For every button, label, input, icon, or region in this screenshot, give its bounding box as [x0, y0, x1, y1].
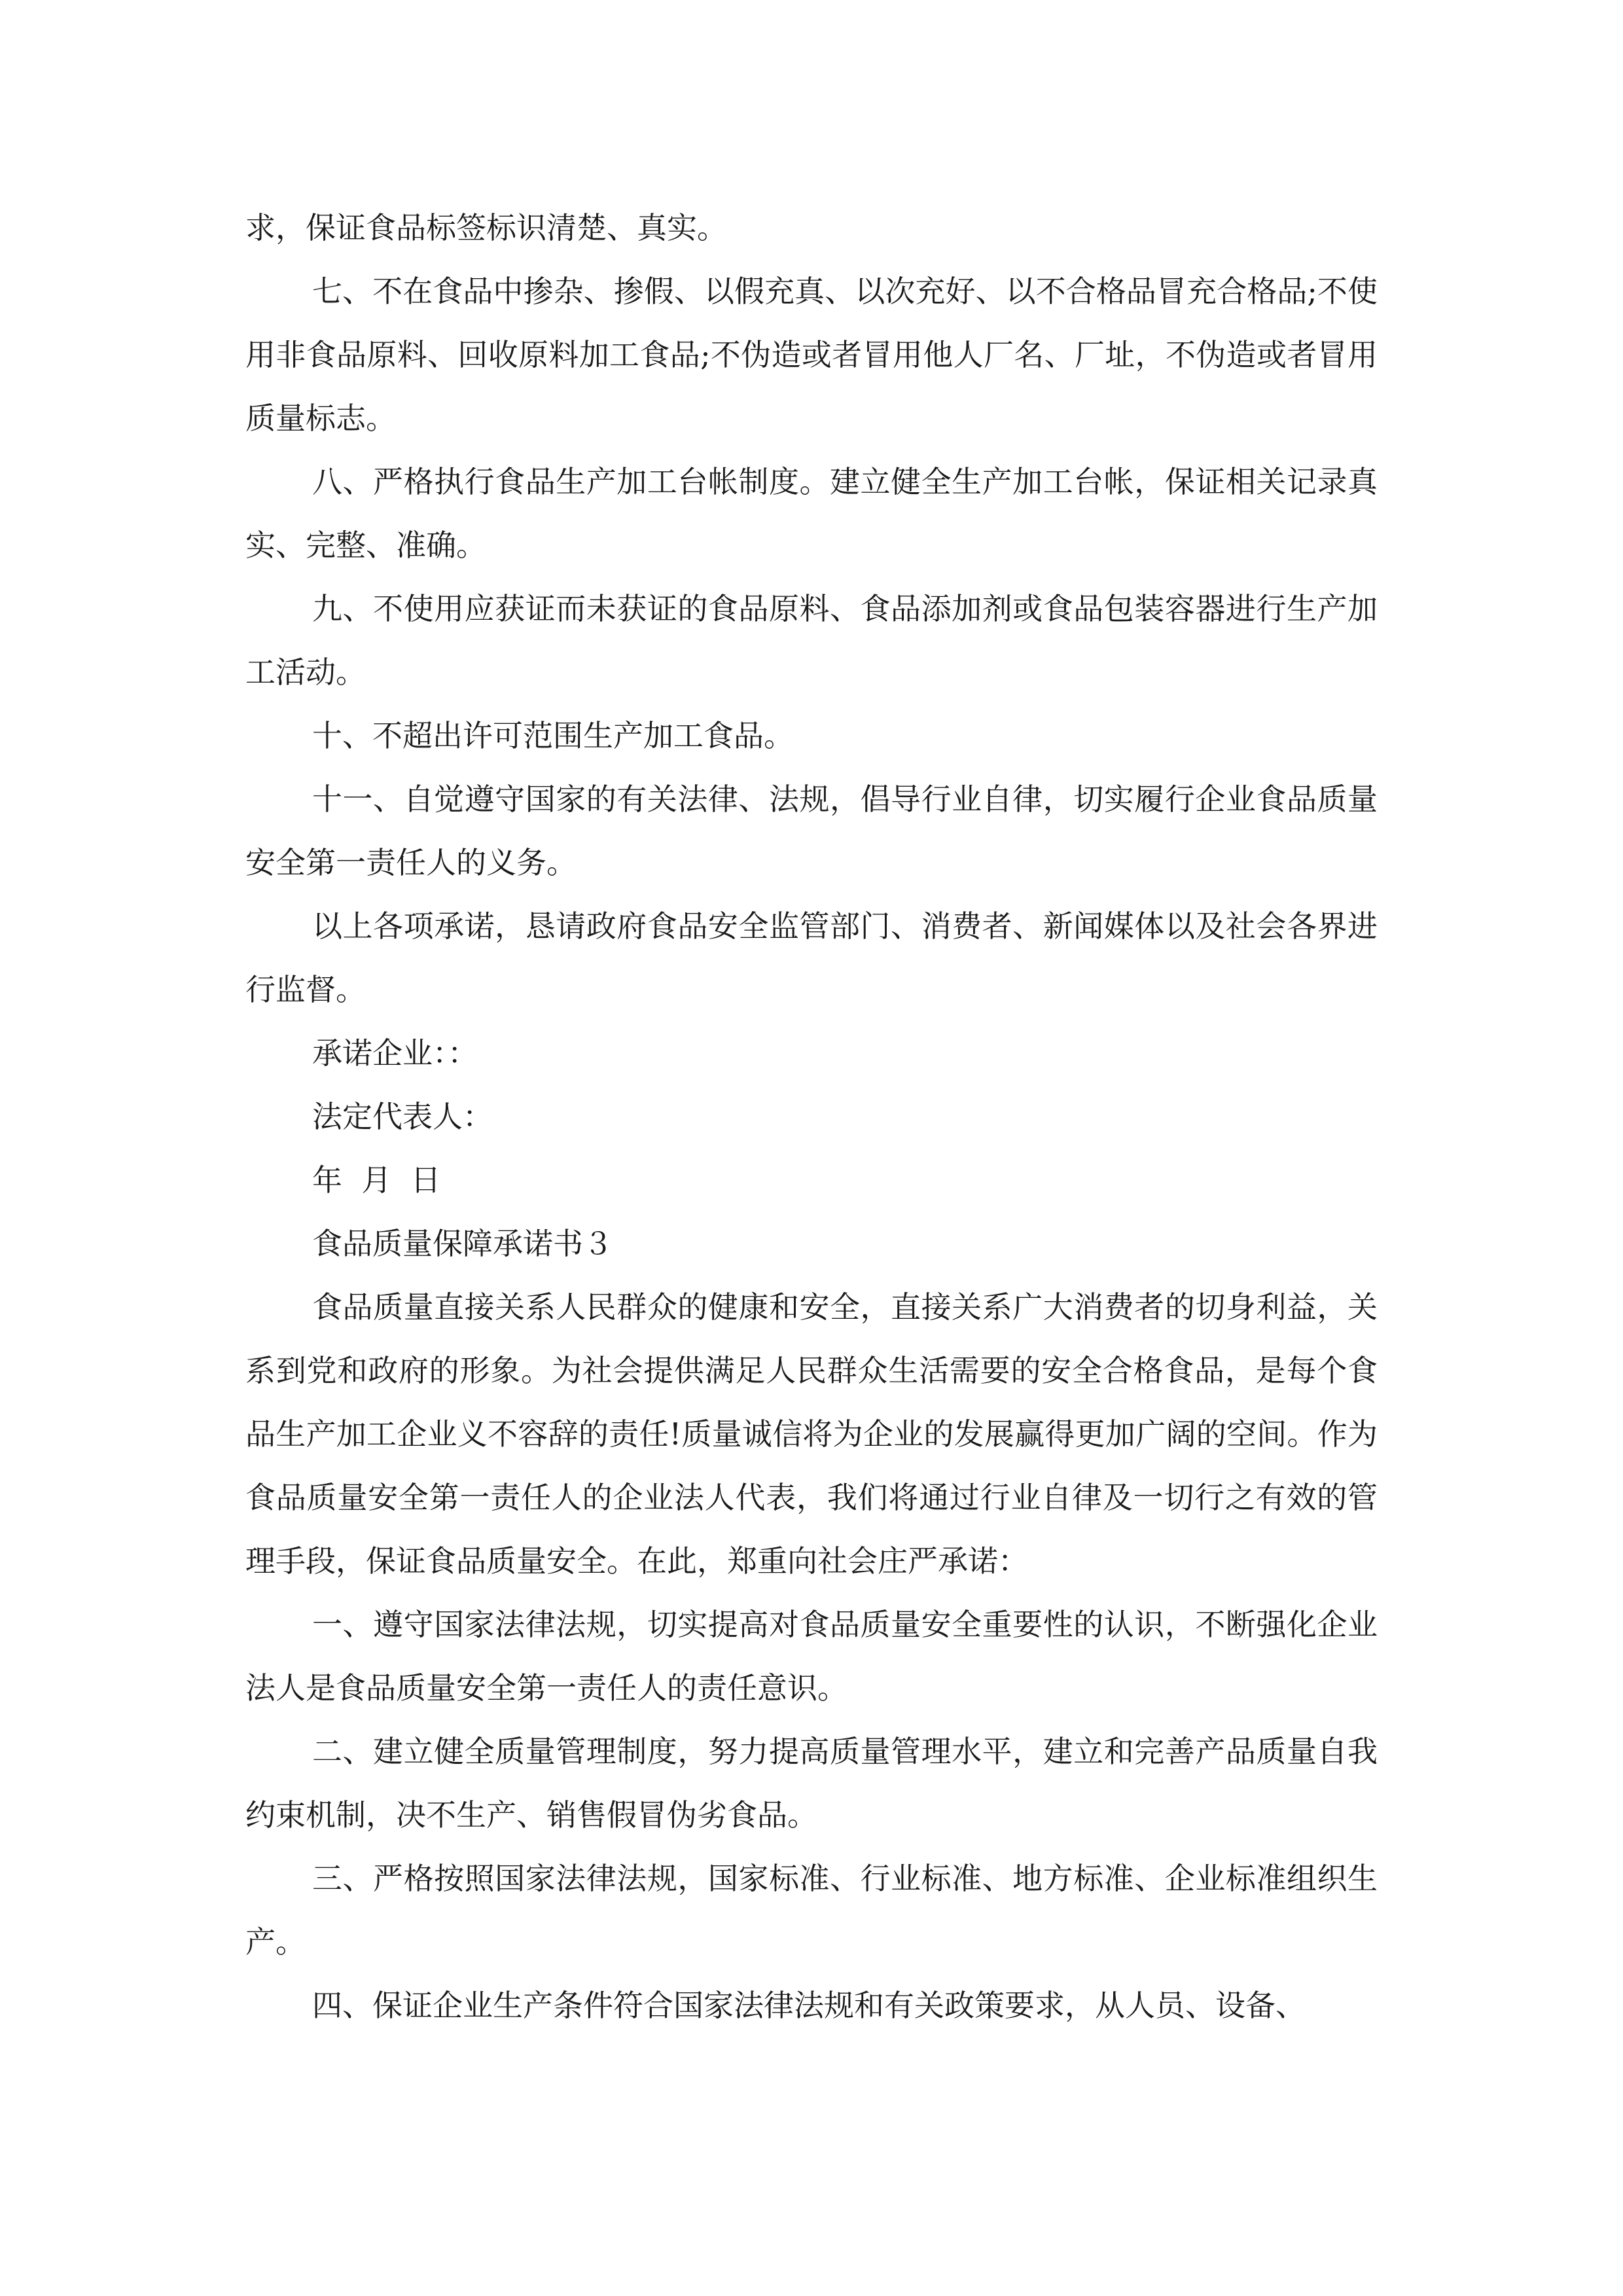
- signature-date: 年 月 日: [312, 1162, 441, 1198]
- paragraph-item-3: 三、严格按照国家法律法规，国家标准、行业标准、地方标准、企业标准组织生产。: [245, 1861, 1378, 1960]
- paragraph-continuation: 求，保证食品标签标识清楚、真实。: [245, 210, 727, 245]
- paragraph-item-11: 十一、自觉遵守国家的有关法律、法规，倡导行业自律，切实履行企业食品质量安全第一责任人的义务。: [245, 781, 1378, 880]
- signature-representative: 法定代表人：: [312, 1099, 493, 1134]
- document-body: [245, 196, 1378, 2037]
- signature-company: 承诺企业：：: [312, 1035, 478, 1071]
- paragraph-item-4: 四、保证企业生产条件符合国家法律法规和有关政策要求，从人员、设备、: [312, 1988, 1306, 2023]
- section-title: 食品质量保障承诺书３: [312, 1226, 613, 1261]
- paragraph-item-7: 七、不在食品中掺杂、掺假、以假充真、以次充好、以不合格品冒充合格品;不使用非食品原料、回收原料加工食品;不伪造或者冒用他人厂名、厂址，不伪造或者冒用质量标志。: [245, 274, 1378, 436]
- paragraph-item-8: 八、严格执行食品生产加工台帐制度。建立健全生产加工台帐，保证相关记录真实、完整、准确。: [245, 464, 1378, 563]
- paragraph-item-9: 九、不使用应获证而未获证的食品原料、食品添加剂或食品包装容器进行生产加工活动。: [245, 591, 1378, 690]
- paragraph-item-10: 十、不超出许可范围生产加工食品。: [312, 718, 794, 753]
- paragraph-intro: 食品质量直接关系人民群众的健康和安全，直接关系广大消费者的切身利益，关系到党和政府的形象。为社会提供满足人民群众生活需要的安全合格食品，是每个食品生产加工企业义不容辞的责任!质量诚信将为企业的发展赢得更加广阔的空间。作为食品质量安全第一责任人的企业法人代表，我们将通过行业自律及一切行之有效的管理手段，保证食品质量安全。在此，郑重向社会庄严承诺：: [245, 1289, 1378, 1579]
- paragraph-item-1: 一、遵守国家法律法规，切实提高对食品质量安全重要性的认识，不断强化企业法人是食品质量安全第一责任人的责任意识。: [245, 1607, 1378, 1706]
- paragraph-supervision: 以上各项承诺，恳请政府食品安全监管部门、消费者、新闻媒体以及社会各界进行监督。: [245, 908, 1378, 1007]
- paragraph-item-2: 二、建立健全质量管理制度，努力提高质量管理水平，建立和完善产品质量自我约束机制，决不生产、销售假冒伪劣食品。: [245, 1734, 1378, 1833]
